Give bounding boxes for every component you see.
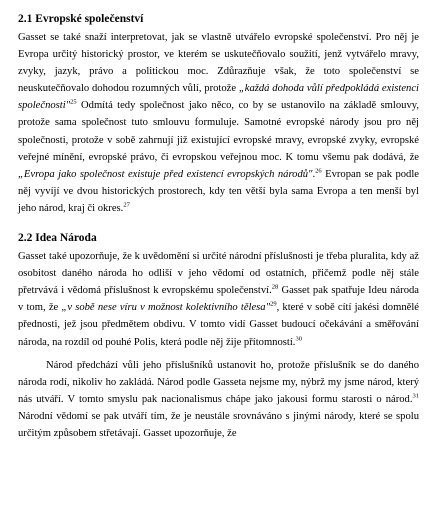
paragraph — [18, 29, 419, 217]
footnote-ref-31[interactable]: 31 — [412, 392, 419, 400]
footnote-ref-27[interactable]: 27 — [123, 201, 130, 209]
text-run: . — [312, 168, 316, 180]
footnote-ref-29[interactable]: 29 — [270, 300, 277, 308]
section-heading: 2.2 Idea Národa — [18, 232, 97, 245]
text-run: Odmítá tedy společnost jako něco, co by se ustanovilo na základě smlouvy, protože sama společnost tuto smlouvu formuluje. Samotné evropské národy jsou pro něj společnosti, protože v sobě zahrnují již existující evropské mravy, evropské zvyky, evropské veřejné mínění, evropské právo, či evropskou veřejnou moc. K tomu všemu pak dodává, že — [18, 100, 419, 163]
footnote-ref-25[interactable]: 25 — [70, 98, 77, 106]
quote-text: „v sobě nese víru v možnost kolektivního tělesa" — [61, 302, 271, 314]
footnote-ref-30[interactable]: 30 — [295, 334, 302, 342]
paragraph — [18, 357, 419, 442]
text-run: Národní vědomí se pak utváří tím, že je neustále srovnáváno s jinými národy, které se spolu určitým způsobem střetávají. Gasset upozorňuje, že — [18, 410, 419, 439]
footnote-ref-26[interactable]: 26 — [315, 167, 322, 175]
footnote-ref-28[interactable]: 28 — [271, 283, 279, 291]
text-run: Gasset pak spatřuje Ideu národa v tom, že — [18, 285, 419, 314]
section-idea-naroda — [18, 231, 419, 442]
paragraph — [18, 248, 419, 351]
quote-text: „Evropa jako společnost existuje před existencí evropských národů" — [18, 168, 313, 180]
section-evropske-spolecenstvi — [18, 12, 419, 217]
section-heading: 2.1 Evropské společenství — [18, 13, 144, 25]
text-run: Gasset také upozorňuje, že k uvědomění si určité národní příslušnosti je třeba pluralita, kdy až osobitost daného národa ho odliší v jeho vědomí od ostatních, přičemž podle něj stále přetrvává i vědomá příslušnost k evropskému společenství. — [18, 251, 419, 297]
text-run: Evropan se pak podle něj vyvíjí ve dvou historických prostorech, kdy ten větší byla sama Evropa a ten menší byl jeho národ, kraj či okres. — [18, 168, 419, 214]
text-run: Gasset se také snaží interpretovat, jak se vlastně utvářelo evropské společenství. Pro něj je Evropa určitý historický prostor, ve kterém se uskutečňovalo soužití, jenž vytvářelo mravy, zvyky, jazyk, právo a politickou moc. Zdůrazňuje však, že toto společenství se neuskutečňovalo dohodou rozumných vůlí, protože — [18, 32, 419, 95]
text-run: Národ předchází vůli jeho příslušníků ustanovit ho, protože příslušník se do daného národa rodí, nikoliv ho zakládá. Národ podle Gasseta nejsme my, nýbrž my jsme národ, který nás utváří. V tomto smyslu pak nacionalismus chápe jako jakousi formu starosti o národ. — [18, 359, 419, 405]
text-run: , které v sobě cítí jakési domnělé přednosti, jež jsou předmětem obdivu. V tomto vidí Gasset budoucí očekávání a směřování národa, na rozdíl od pouhé Polis, která podle něj žije přítomností. — [18, 302, 419, 348]
quote-text: „každá dohoda vůlí předpokládá existenci společnosti" — [18, 83, 419, 112]
